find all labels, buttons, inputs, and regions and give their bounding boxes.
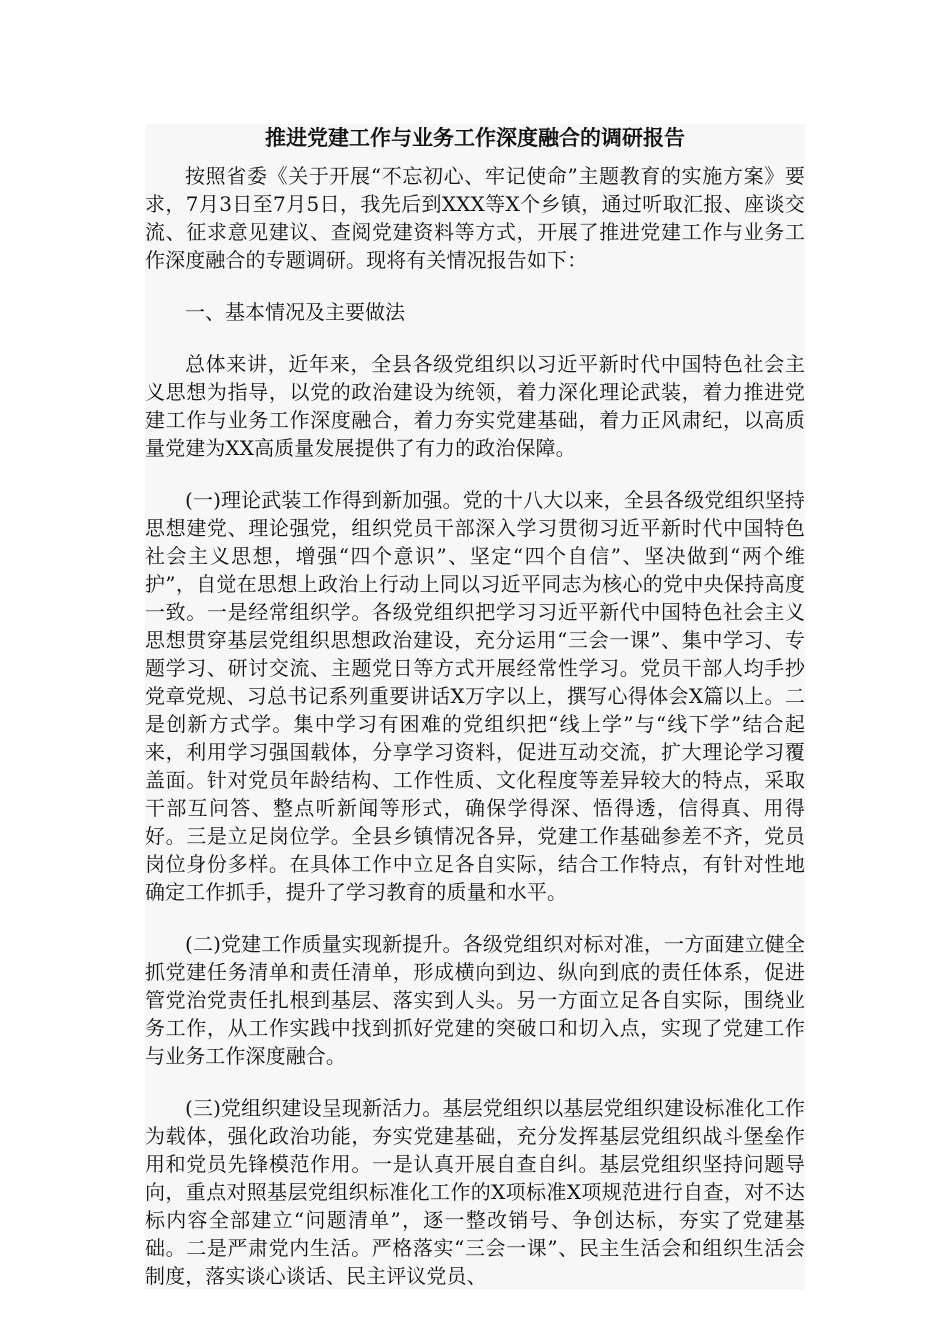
overview-paragraph: 总体来讲，近年来，全县各级党组织以习近平新时代中国特色社会主义思想为指导，以党的政治建设为统领，着力深化理论武装，着力推进党建工作与业务工作深度融合，着力夯实党建基础，着力正风肃纪，以高质量党建为XX高质量发展提供了有力的政治保障。: [145, 352, 805, 460]
document-page: [145, 124, 805, 1290]
section-heading: 一、基本情况及主要做法: [185, 300, 405, 324]
point-3-paragraph: (三)党组织建设呈现新活力。基层党组织以基层党组织建设标准化工作为载体，强化政治功能，夯实党建基础，充分发挥基层党组织战斗堡垒作用和党员先锋模范作用。一是认真开展自查自纠。基层党组织坚持问题导向，重点对照基层党组织标准化工作的X项标准X项规范进行自查，对不达标内容全部建立“问题清单”，逐一整改销号、争创达标，夯实了党建基础。二是严肃党内生活。严格落实“三会一课”、民主生活会和组织生活会制度，落实谈心谈话、民主评议党员、: [145, 1096, 805, 1288]
intro-paragraph: 按照省委《关于开展“不忘初心、牢记使命”主题教育的实施方案》要求，7月3日至7月5日，我先后到XXX等X个乡镇，通过听取汇报、座谈交流、征求意见建议、查阅党建资料等方式，开展了推进党建工作与业务工作深度融合的专题调研。现将有关情况报告如下：: [145, 164, 805, 272]
point-1-paragraph: (一)理论武装工作得到新加强。党的十八大以来，全县各级党组织坚持思想建党、理论强党，组织党员干部深入学习贯彻习近平新时代中国特色社会主义思想，增强“四个意识”、坚定“四个自信”、坚决做到“两个维护”，自觉在思想上政治上行动上同以习近平同志为核心的党中央保持高度一致。一是经常组织学。各级党组织把学习习近平新代中国特色社会主义思想贯穿基层党组织思想政治建设，充分运用“三会一课”、集中学习、专题学习、研讨交流、主题党日等方式开展经常性学习。党员干部人均手抄党章党规、习总书记系列重要讲话X万字以上，撰写心得体会X篇以上。二是创新方式学。集中学习有困难的党组织把“线上学”与“线下学”结合起来，利用学习强国载体，分享学习资料，促进互动交流，扩大理论学习覆盖面。针对党员年龄结构、工作性质、文化程度等差异较大的特点，采取干部互问答、整点听新闻等形式，确保学得深、悟得透，信得真、用得好。三是立足岗位学。全县乡镇情况各异，党建工作基础参差不齐，党员岗位身份多样。在具体工作中立足各自实际，结合工作特点，有针对性地确定工作抓手，提升了学习教育的质量和水平。: [145, 488, 805, 904]
point-2-paragraph: (二)党建工作质量实现新提升。各级党组织对标对准，一方面建立健全抓党建任务清单和责任清单，形成横向到边、纵向到底的责任体系，促进管党治党责任扎根到基层、落实到人头。另一方面立足各自实际，围绕业务工作，从工作实践中找到抓好党建的突破口和切入点，实现了党建工作与业务工作深度融合。: [145, 932, 805, 1068]
document-title: 推进党建工作与业务工作深度融合的调研报告: [265, 125, 685, 150]
